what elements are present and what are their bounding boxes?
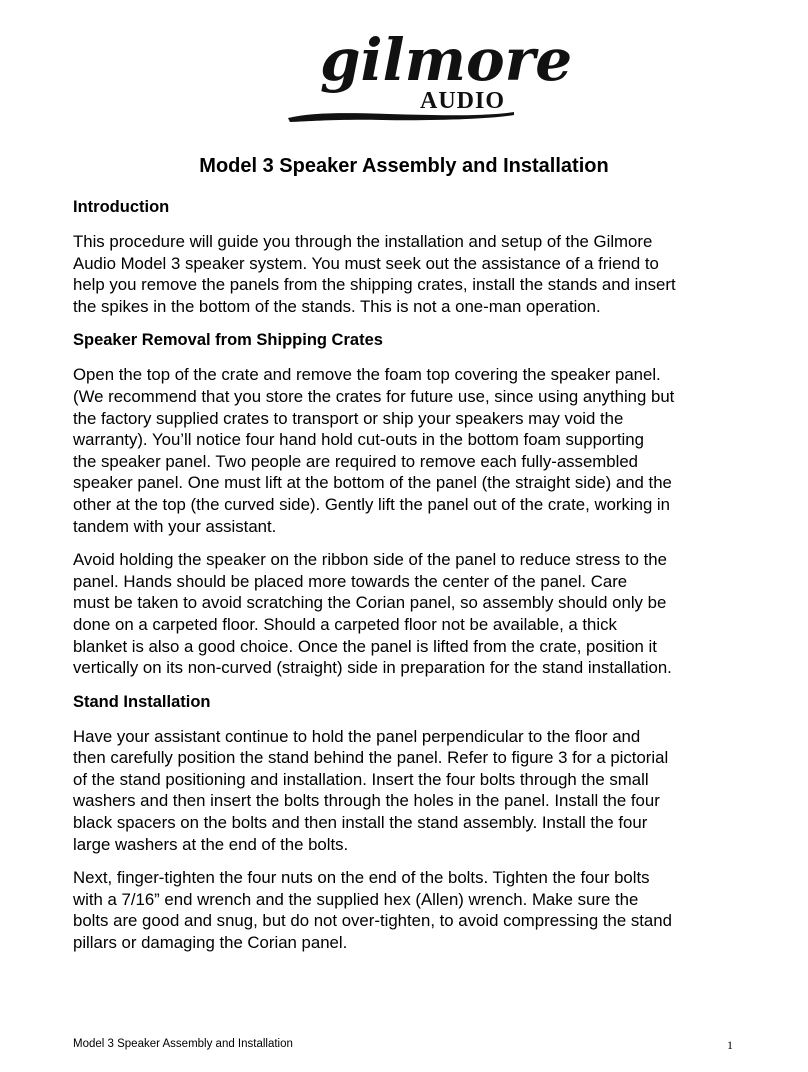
paragraph: This procedure will guide you through the installation and setup of the Gilmore Audio Model 3 speaker system. You must seek out the assistance of a friend to help you remove the panels from the shipping crates, install the stands and insert the spikes in the bottom of the stands. This is not a one-man operation. xyxy=(73,232,676,316)
logo-sub-text: AUDIO xyxy=(420,88,506,114)
gilmore-audio-logo xyxy=(282,18,573,130)
section-heading: Stand Installation xyxy=(73,692,211,711)
page-title: Model 3 Speaker Assembly and Installation xyxy=(199,155,609,177)
section-stand-installation xyxy=(73,691,743,954)
logo-brand-text: gilmore xyxy=(320,26,573,94)
footer-title: Model 3 Speaker Assembly and Installation xyxy=(73,1038,293,1050)
document-body xyxy=(73,196,743,966)
section-heading: Speaker Removal from Shipping Crates xyxy=(73,331,383,350)
paragraph: Open the top of the crate and remove the foam top covering the speaker panel. (We recommend that you store the crates for future use, since using anything but the factory supplied crates to transport or ship your speakers may void the warranty). You’ll notice four hand hold cut-outs in the bottom foam supporting the speaker panel. Two people are required to remove each fully-assembled speaker panel. One must lift at the bottom of the panel (the straight side) and the other at the top (the curved side). Gently lift the panel out of the crate, working in tandem with your assistant. xyxy=(73,365,675,536)
paragraph: Have your assistant continue to hold the panel perpendicular to the floor and then carefully position the stand behind the panel. Refer to figure 3 for a pictorial of the stand positioning and installation. Insert the four bolts through the small washers and then insert the bolts through the holes in the panel. Install the four black spacers on the bolts and then install the stand assembly. Install the four large washers at the end of the bolts. xyxy=(73,726,669,854)
section-speaker-removal xyxy=(73,329,743,678)
paragraph: Avoid holding the speaker on the ribbon side of the panel to reduce stress to the panel. Hands should be placed more towards the center of the panel. Care must be taken to avoid scratching the Corian panel, so assembly should only be done on a carpeted floor. Should a carpeted floor not be available, a thick blanket is also a good choice. Once the panel is lifted from the crate, position it vertically on its non-curved (straight) side in preparation for the stand installation. xyxy=(73,550,672,678)
paragraph: Next, finger-tighten the four nuts on the end of the bolts. Tighten the four bolts with a 7/16” end wrench and the supplied hex (Allen) wrench. Make sure the bolts are good and snug, but do not over-tighten, to avoid compressing the stand pillars or damaging the Corian panel. xyxy=(73,868,672,953)
section-heading: Introduction xyxy=(73,198,170,216)
logo-graphic xyxy=(282,18,573,130)
page-number: 1 xyxy=(727,1038,733,1052)
section-introduction xyxy=(73,196,743,317)
